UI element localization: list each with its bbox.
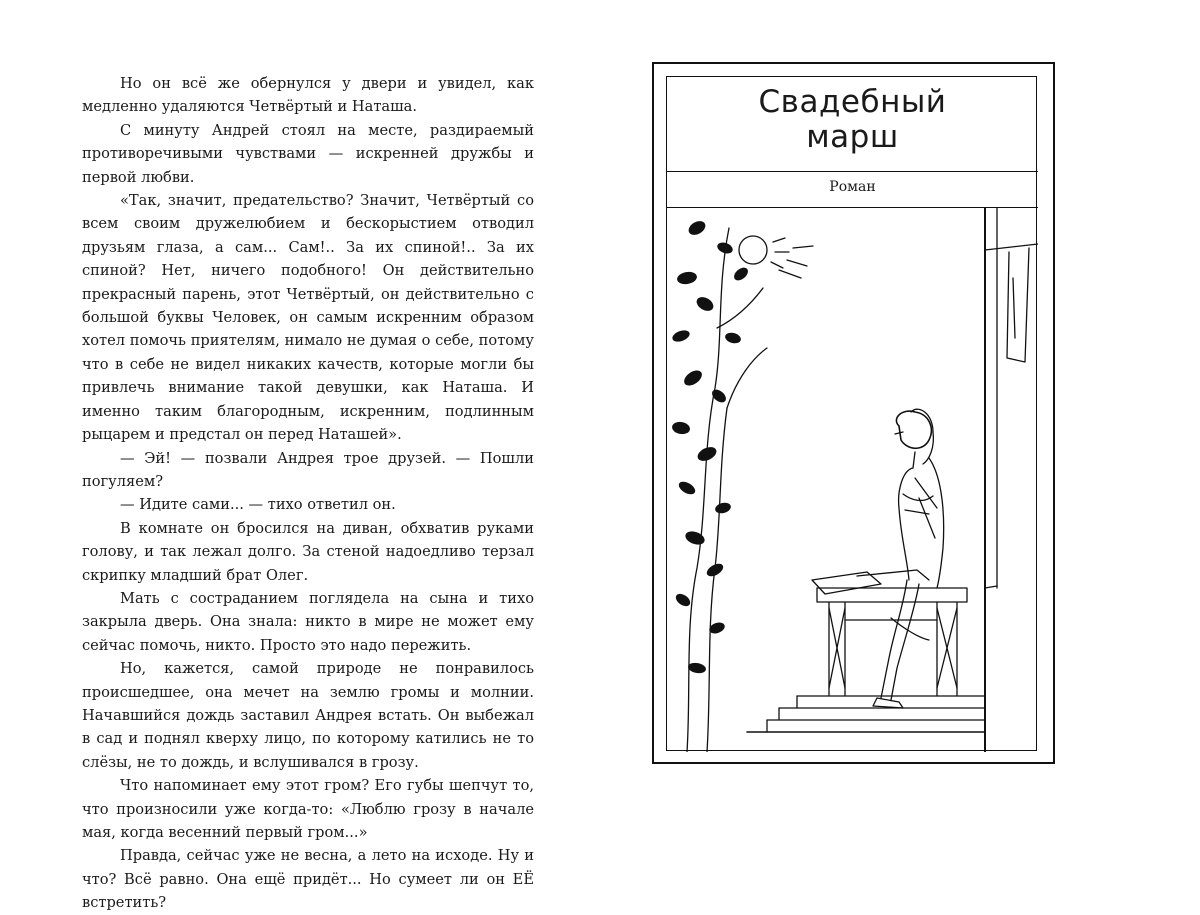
genre-label: Роман xyxy=(829,179,876,195)
illustration-svg xyxy=(667,208,1038,752)
boy-on-porch-illustration xyxy=(667,208,1038,752)
paragraph: Но он всё же обернулся у двери и увидел, как медленно удаляются Четвёртый и Наташа. xyxy=(82,75,534,116)
paragraph: В комнате он бросился на диван, обхватив руками голову, и так лежал долго. За стеной надоедливо терзал скрипку младший брат Олег. xyxy=(82,519,534,584)
inner-frame xyxy=(666,76,1037,751)
title-box xyxy=(667,77,1038,172)
paragraph: Мать с состраданием поглядела на сына и тихо закрыла дверь. Она знала: никто в мире не может ему сейчас помочь, никто. Просто это надо пережить. xyxy=(82,589,534,654)
paragraph: Но, кажется, самой природе не понравилось происшедшее, она мечет на землю громы и молнии. Начавшийся дождь заставил Андрея встать. Он выбежал в сад и поднял кверху лицо, по которому катились не то слёзы, не то дождь, и вслушивался в грозу. xyxy=(82,660,534,771)
paragraph: «Так, значит, предательство? Значит, Четвёртый со всем своим дружелюбием и бескорыстием отводил друзьям глаза, а сам... Сам!.. За их спиной!.. За их спиной? Нет, ничего подобного! Он действительно прекрасный парень, этот Четвёртый, он действительно с большой буквы Человек, он самым искренним образом хотел помочь приятелям, нимало не думая о себе, потому что в себе не видел никаких качеств, которые могли бы привлечь внимание такой девушки, как Наташа. И именно таким благородным, искренним, подлинным рыцарем и предстал он перед Наташей». xyxy=(82,192,534,444)
book-title xyxy=(667,85,1038,155)
title-line-1: Свадебный xyxy=(758,84,947,120)
paragraph: — Эй! — позвали Андрея трое друзей. — Пошли погуляем? xyxy=(82,449,534,490)
paragraph: — Идите сами... — тихо ответил он. xyxy=(120,496,396,514)
title-line-2: марш xyxy=(806,119,899,155)
paragraph: Что напоминает ему этот гром? Его губы шепчут то, что произносили уже когда-то: «Люблю грозу в начале мая, когда весенний первый гром...» xyxy=(82,777,534,841)
left-page-text xyxy=(82,72,534,915)
paragraph: С минуту Андрей стоял на месте, раздираемый противоречивыми чувствами — искренней дружбы и первой любви. xyxy=(82,121,534,186)
title-page-frame xyxy=(652,62,1055,764)
genre-box xyxy=(667,172,1038,208)
paragraph: Правда, сейчас уже не весна, а лето на исходе. Ну и что? Всё равно. Она ещё придёт... Но сумеет ли он ЕЁ встретить? xyxy=(82,847,534,912)
